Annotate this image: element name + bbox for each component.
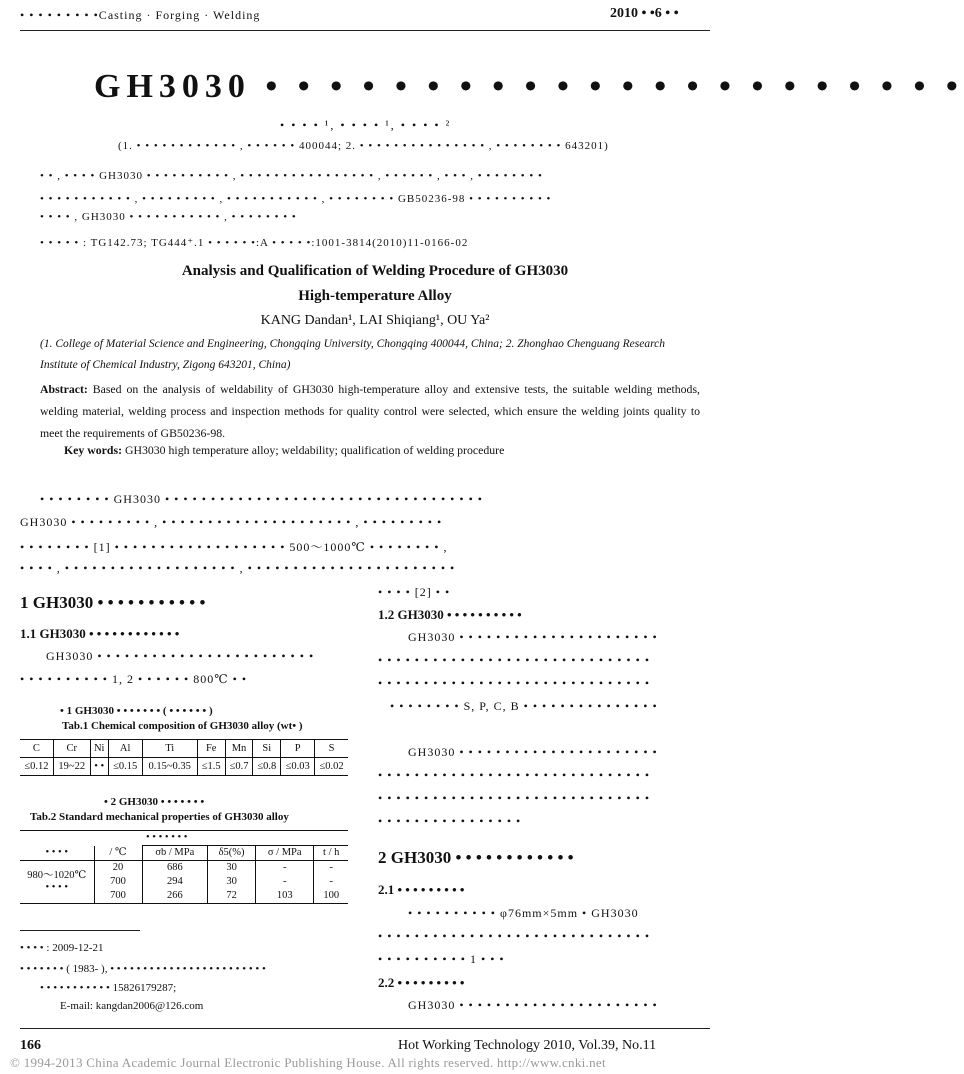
cn-abstract-line-3: • • • • , GH3030 • • • • • • • • • • • , • • • • • • • • bbox=[40, 211, 297, 223]
table-1-header-cell: Cr bbox=[53, 740, 90, 758]
para-2-1-line-3: • • • • • • • • • • 1 • • • bbox=[378, 952, 505, 966]
table-1-caption-en: Tab.1 Chemical composition of GH3030 alloy (wt• ) bbox=[62, 720, 303, 732]
para-1-2-line-2: • • • • • • • • • • • • • • • • • • • • • • • • • • • • • • bbox=[378, 653, 651, 667]
en-authors: KANG Dandan¹, LAI Shiqiang¹, OU Ya² bbox=[260, 313, 490, 328]
para-1-2-line-5: GH3030 • • • • • • • • • • • • • • • • • • • • • • bbox=[408, 745, 658, 759]
table-2-caption-cn: • 2 GH3030 • • • • • • • bbox=[104, 796, 205, 808]
en-keywords bbox=[64, 443, 504, 458]
en-title-line-2: High-temperature Alloy bbox=[298, 288, 452, 304]
table-2-condition-sub: • • • • bbox=[45, 882, 69, 893]
table-2-group-header: • • • • • • • bbox=[142, 831, 348, 846]
table-2-cell: - bbox=[256, 875, 314, 889]
table-1-cell: ≤0.02 bbox=[315, 758, 348, 776]
table-2-cell: - bbox=[314, 875, 348, 889]
table-2-cell: 294 bbox=[142, 875, 208, 889]
section-2-2-heading: 2.2 • • • • • • • • • bbox=[378, 975, 465, 990]
page-number: 166 bbox=[20, 1038, 41, 1053]
table-2-cell: 20 bbox=[94, 861, 142, 876]
table-2-cell: 100 bbox=[314, 889, 348, 904]
table-1-cell: ≤0.8 bbox=[253, 758, 281, 776]
table-1-header-cell: Si bbox=[253, 740, 281, 758]
en-title-line-1: Analysis and Qualification of Welding Procedure of GH3030 bbox=[181, 263, 569, 279]
table-1 bbox=[20, 739, 348, 776]
table-2-condition-value: 980～1020℃ bbox=[27, 870, 87, 881]
section-1-2-heading: 1.2 GH3030 • • • • • • • • • • bbox=[378, 607, 522, 622]
table-1-header-cell: P bbox=[281, 740, 315, 758]
copyright-notice: © 1994-2013 China Academic Journal Electronic Publishing House. All rights reserved. http://www.cnki.net bbox=[10, 1055, 606, 1070]
cn-title: GH3030 • • • • • • • • • • • • • • • • • • • • • • bbox=[94, 68, 964, 105]
table-1-header-cell: Mn bbox=[225, 740, 253, 758]
table-1-cell: ≤0.03 bbox=[281, 758, 315, 776]
cn-abstract-line-1: • • , • • • • GH3030 • • • • • • • • • • , • • • • • • • • • • • • • • • • , • • • • • • , • • • , • • • • • • • • bbox=[40, 170, 543, 182]
table-2-cell: - bbox=[256, 861, 314, 876]
section-2-1-heading: 2.1 • • • • • • • • • bbox=[378, 882, 465, 897]
table-1-cell: ≤0.15 bbox=[108, 758, 142, 776]
intro-line-3: • • • • • • • • [1] • • • • • • • • • • • • • • • • • • • 500～1000℃ • • • • • • • • , bbox=[20, 540, 448, 554]
para-2-2-line-1: GH3030 • • • • • • • • • • • • • • • • • • • • • • bbox=[408, 998, 658, 1012]
running-header-left: • • • • • • • • •Casting · Forging · Welding bbox=[20, 8, 261, 22]
abstract-text: Based on the analysis of weldability of GH3030 high-temperature alloy and extensive tests, the suitable welding methods, welding material, welding process and inspection methods for quality control were selected, which ensure the welding joints quality to meet the requirements of GB50236-98. bbox=[40, 382, 700, 440]
cn-classification: • • • • • : TG142.73; TG444⁺.1 • • • • • •:A • • • • •:1001-3814(2010)11-0166-02 bbox=[40, 237, 469, 249]
table-2-cell: 103 bbox=[256, 889, 314, 904]
table-1-header-cell: S bbox=[315, 740, 348, 758]
para-1-2-line-8: • • • • • • • • • • • • • • • • bbox=[378, 814, 522, 828]
table-1-cell: ≤0.7 bbox=[225, 758, 253, 776]
table-2-cell: 700 bbox=[94, 875, 142, 889]
intro-line-2: GH3030 • • • • • • • • • , • • • • • • • • • • • • • • • • • • • • • , • • • • • • • • • bbox=[20, 515, 443, 529]
para-2-1-line-2: • • • • • • • • • • • • • • • • • • • • • • • • • • • • • • bbox=[378, 929, 651, 943]
en-abstract bbox=[40, 378, 700, 444]
cn-affiliation: (1. • • • • • • • • • • • • , • • • • • • 400044; 2. • • • • • • • • • • • • • • • , • • • • • • • • 643201) bbox=[118, 140, 609, 152]
footnote-rule bbox=[20, 930, 140, 931]
table-1-header-cell: Ti bbox=[142, 740, 197, 758]
table-1-caption-cn: • 1 GH3030 • • • • • • • ( • • • • • • ) bbox=[60, 705, 213, 717]
para-1-2-line-3: • • • • • • • • • • • • • • • • • • • • • • • • • • • • • • bbox=[378, 676, 651, 690]
table-2-header-cell: / ℃ bbox=[94, 846, 142, 861]
footnote-tel: • • • • • • • • • • • 15826179287; bbox=[40, 982, 177, 994]
table-2-row bbox=[20, 861, 348, 876]
table-1-cell: • • bbox=[90, 758, 108, 776]
header-rule bbox=[20, 30, 710, 31]
footnote-email: E-mail: kangdan2006@126.com bbox=[60, 1000, 204, 1012]
para-1-2-line-6: • • • • • • • • • • • • • • • • • • • • • • • • • • • • • • bbox=[378, 768, 651, 782]
table-2-cell: 30 bbox=[208, 875, 256, 889]
table-2-group-row bbox=[20, 831, 348, 846]
para-1-2-line-4: • • • • • • • • S, P, C, B • • • • • • • • • • • • • • • bbox=[390, 699, 658, 713]
para-1-2-line-1: GH3030 • • • • • • • • • • • • • • • • • • • • • • bbox=[408, 630, 658, 644]
table-2-cell: 30 bbox=[208, 861, 256, 876]
table-2-condition-cell bbox=[20, 861, 94, 904]
section-2-heading: 2 GH3030 • • • • • • • • • • • • bbox=[378, 848, 574, 867]
para-1-2-line-7: • • • • • • • • • • • • • • • • • • • • • • • • • • • • • • bbox=[378, 791, 651, 805]
cn-abstract-line-2: • • • • • • • • • • • , • • • • • • • • • , • • • • • • • • • • • , • • • • • • • • GB50236-98 • • • • • • • • • • bbox=[40, 193, 552, 205]
table-1-header-cell: Fe bbox=[197, 740, 225, 758]
table-2-header-cell: • • • • bbox=[45, 846, 69, 858]
intro-line-1: • • • • • • • • GH3030 • • • • • • • • • • • • • • • • • • • • • • • • • • • • • • • • • • • bbox=[40, 492, 483, 506]
para-2-1-line-1: • • • • • • • • • • φ76mm×5mm • GH3030 bbox=[408, 906, 639, 920]
keywords-label: Key words: bbox=[64, 443, 122, 457]
section-1-heading: 1 GH3030 • • • • • • • • • • • bbox=[20, 593, 206, 612]
table-2-cell: 72 bbox=[208, 889, 256, 904]
table-1-header-cell: Al bbox=[108, 740, 142, 758]
table-1-cell: 0.15~0.35 bbox=[142, 758, 197, 776]
keywords-text: GH3030 high temperature alloy; weldability; qualification of welding procedure bbox=[122, 443, 505, 457]
right-col-line-0: • • • • [2] • • bbox=[378, 585, 451, 599]
table-2 bbox=[20, 830, 348, 904]
table-2-cell: - bbox=[314, 861, 348, 876]
table-1-header-cell: Ni bbox=[90, 740, 108, 758]
table-2-header-cell: t / h bbox=[314, 846, 348, 861]
running-header-right: 2010 • •6 • • bbox=[610, 6, 679, 21]
table-2-cell: 266 bbox=[142, 889, 208, 904]
table-1-cell: ≤0.12 bbox=[24, 761, 49, 772]
table-1-cell: 19~22 bbox=[53, 758, 90, 776]
table-1-header-cell: C bbox=[32, 743, 40, 754]
table-2-header-cell: σb / MPa bbox=[142, 846, 208, 861]
journal-info: Hot Working Technology 2010, Vol.39, No.11 bbox=[398, 1038, 657, 1053]
table-2-header-row bbox=[20, 846, 348, 861]
table-1-header-row bbox=[20, 740, 348, 758]
footnote-author-bio: • • • • • • • ( 1983- ), • • • • • • • • • • • • • • • • • • • • • • • • bbox=[20, 963, 266, 975]
en-affiliation: (1. College of Material Science and Engineering, Chongqing University, Chongqing 400044, China; 2. Zhonghao Chenguang Research Institute of Chemical Industry, Zigong 643201, China) bbox=[40, 338, 665, 371]
table-2-caption-en: Tab.2 Standard mechanical properties of GH3030 alloy bbox=[30, 811, 289, 823]
section-1-1-heading: 1.1 GH3030 • • • • • • • • • • • • bbox=[20, 626, 180, 641]
table-1-row bbox=[20, 758, 348, 776]
table-2-cell: 700 bbox=[94, 889, 142, 904]
footnote-received: • • • • : 2009-12-21 bbox=[20, 942, 104, 954]
para-1-1-line-2: • • • • • • • • • • 1, 2 • • • • • • 800℃ • • bbox=[20, 672, 248, 686]
table-2-header-cell: σ / MPa bbox=[256, 846, 314, 861]
footer-rule bbox=[20, 1028, 710, 1029]
table-2-header-cell: δ5(%) bbox=[208, 846, 256, 861]
abstract-label: Abstract: bbox=[40, 382, 88, 396]
table-2-cell: 686 bbox=[142, 861, 208, 876]
intro-line-4: • • • • , • • • • • • • • • • • • • • • • • • • , • • • • • • • • • • • • • • • • • • • • • • • bbox=[20, 561, 456, 575]
cn-authors: • • • • ¹, • • • • ¹, • • • • ² bbox=[280, 118, 452, 132]
para-1-1-line-1: GH3030 • • • • • • • • • • • • • • • • • • • • • • • • bbox=[46, 649, 315, 663]
table-1-cell: ≤1.5 bbox=[197, 758, 225, 776]
